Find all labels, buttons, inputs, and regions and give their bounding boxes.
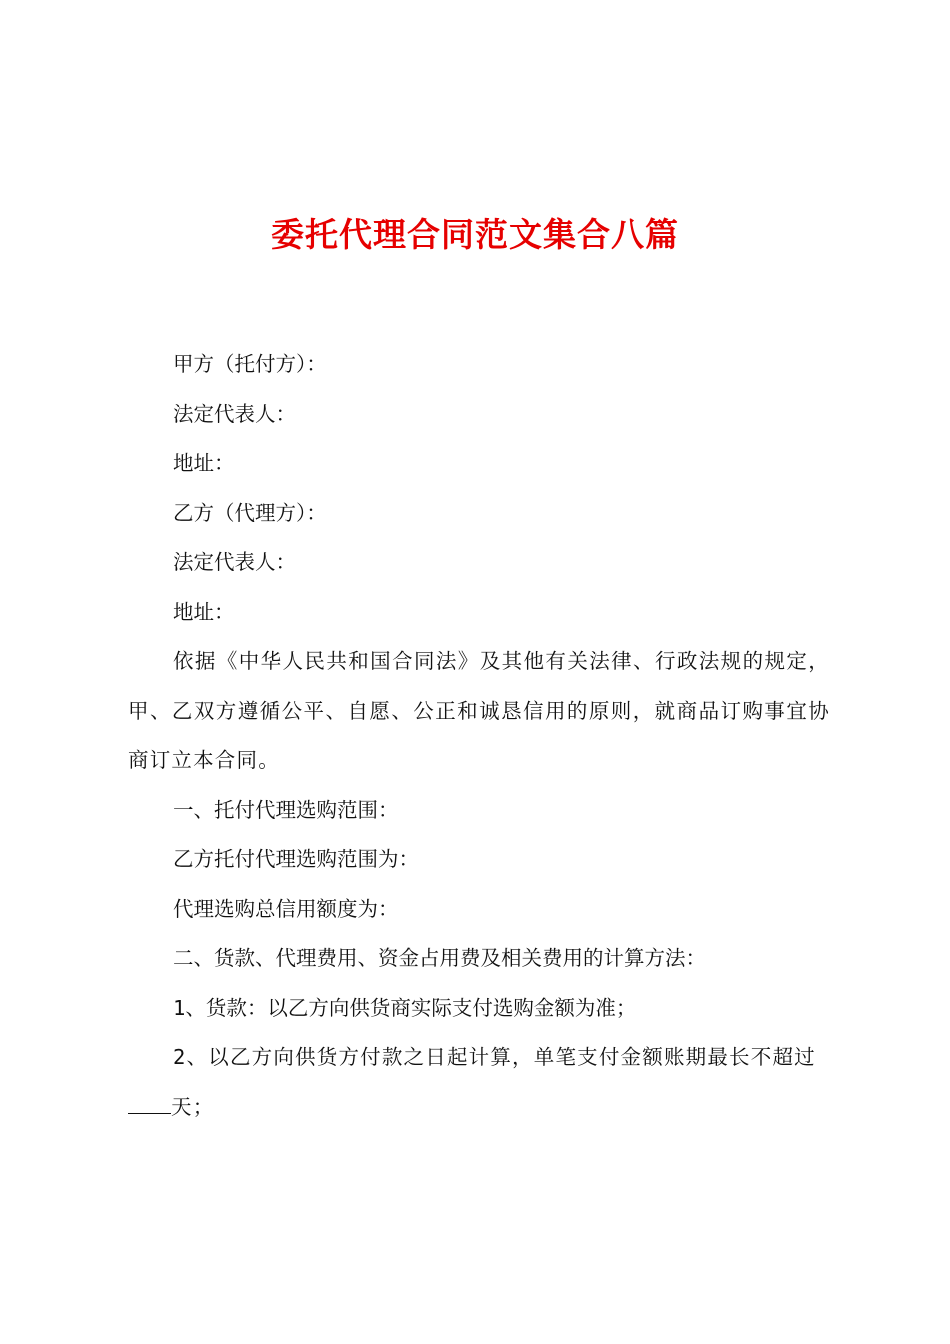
item-2-paragraph <box>128 1033 830 1132</box>
preamble-paragraph: 依据《中华人民共和国合同法》及其他有关法律、行政法规的规定，甲、乙双方遵循公平、自愿、公正和诚恳信用的原则，就商品订购事宜协商订立本合同。 <box>128 649 830 772</box>
section-1-heading: 一、托付代理选购范围： <box>173 797 399 822</box>
item-2-text: 2、以乙方向供货方付款之日起计算，单笔支付金额账期最长不超过 <box>173 1045 816 1069</box>
party-b-address-line: 地址： <box>173 599 235 624</box>
document-title: 委托代理合同范文集合八篇 <box>271 215 679 254</box>
item-2-tail: 天； <box>171 1094 215 1119</box>
section-2-heading: 二、货款、代理费用、资金占用费及相关费用的计算方法： <box>173 946 706 970</box>
section-1-scope-line: 乙方托付代理选购范围为： <box>173 847 419 871</box>
section-1-credit-line: 代理选购总信用额度为： <box>173 896 399 921</box>
party-b-representative-line: 法定代表人： <box>173 550 296 574</box>
item-1-line: 1、货款：以乙方向供货商实际支付选购金额为准； <box>173 995 637 1020</box>
party-a-line: 甲方（托付方）： <box>173 352 327 376</box>
party-b-line: 乙方（代理方）： <box>173 500 327 525</box>
document-body <box>128 340 830 1132</box>
blank-underline <box>128 1095 171 1114</box>
party-a-address-line: 地址： <box>173 451 235 475</box>
party-a-representative-line: 法定代表人： <box>173 401 296 426</box>
